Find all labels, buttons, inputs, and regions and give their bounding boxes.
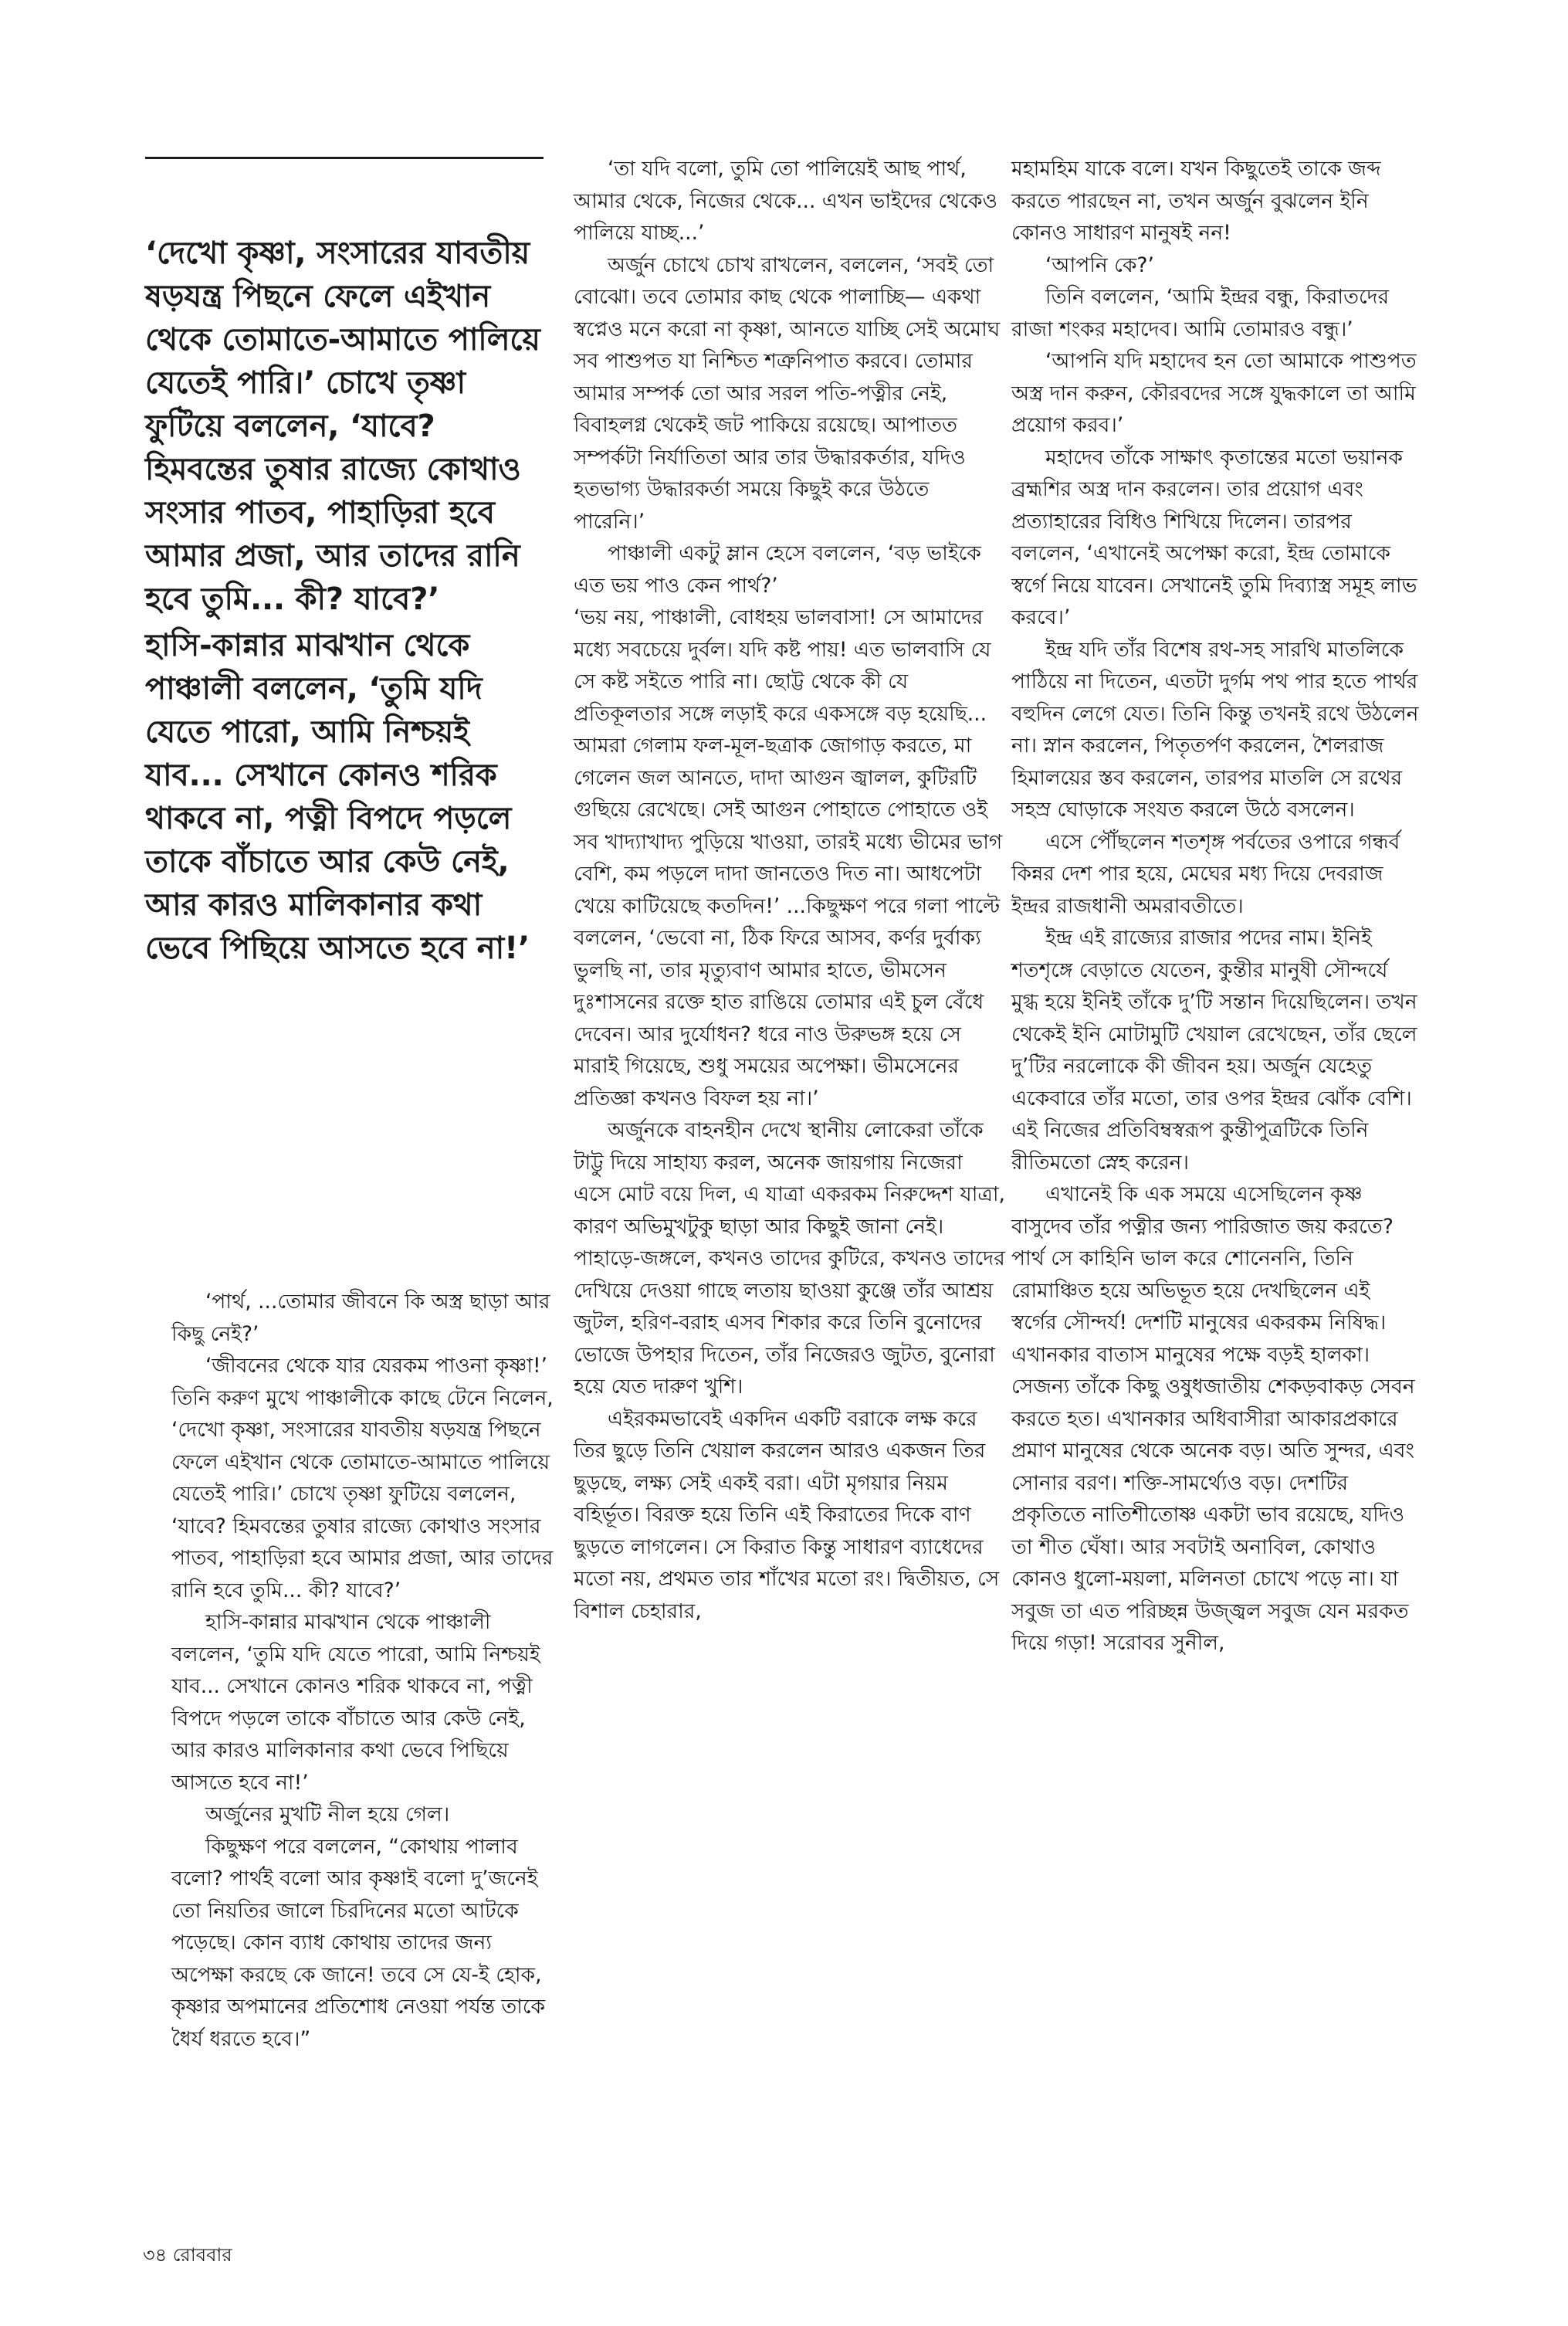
- paragraph: ‘ভয় নয়, পাঞ্চালী, বোধহয় ভালবাসা! সে আমাদের মধ্যে সবচেয়ে দুর্বল। যদি কষ্ট পায়! এত ভালবাসি যে সে কষ্ট সইতে পারি না। ছোট্ট থেকে কী যে প্রতিকূলতার সঙ্গে লড়াই করে একসঙ্গে বড় হয়েছি... আমরা গেলাম ফল-মূল-ছত্রাক জোগাড় করতে, মা গেলেন জল আনতে, দাদা আগুন জ্বালল, কুটিরটি গুছিয়ে রেখেছে। সেই আগুন পোহাতে পোহাতে ওই সব খাদ্যাখাদ্য পুড়িয়ে খাওয়া, তারই মধ্যে ভীমের ভাগ বেশি, কম পড়লে দাদা জানতেও দিত না। আধপেটা খেয়ে কাটিয়েছে কতদিন!’ ...কিছুক্ষণ পরে গলা পাল্টে বললেন, ‘ভেবো না, ঠিক ফিরে আসব, কর্ণর দুর্বাক্য ভুলছি না, তার মৃত্যুবাণ আমার হাতে, ভীমসেন দুঃশাসনের রক্তে হাত রাঙিয়ে তোমার এই চুল বেঁধে দেবেন। আর দুর্যোধন? ধরে নাও উরুভঙ্গ হয়ে সে মারাই গিয়েছে, শুধু সময়ের অপেক্ষা। ভীমসেনের প্রতিজ্ঞা কখনও বিফল হয় না।’: [574, 605, 1003, 1110]
- paragraph: ‘পার্থ, ...তোমার জীবনে কি অস্ত্র ছাড়া আর কিছু নেই?’: [171, 1290, 550, 1346]
- paragraph: ‘আপনি যদি মহাদেব হন তো আমাকে পাশুপত অস্ত্র দান করুন, কৌরবদের সঙ্গে যুদ্ধকালে তা আমি প্রয়োগ করব।’: [1011, 349, 1417, 437]
- paragraph: ‘আপনি কে?’: [1045, 253, 1154, 277]
- paragraph: অর্জুনের মুখটি নীল হয়ে গেল।: [205, 1802, 450, 1826]
- paragraph: ‘জীবনের থেকে যার যেরকম পাওনা কৃষ্ণা!’ তিনি করুণ মুখে পাঞ্চালীকে কাছে টেনে নিলেন, ‘দেখো কৃষ্ণা, সংসারের যাবতীয় ষড়যন্ত্র পিছনে ফেলে এইখান থেকে তোমাতে-আমাতে পালিয়ে যেতেই পারি।’ চোখে তৃষ্ণা ফুটিয়ে বললেন, ‘যাবে? হিমবন্তের তুষার রাজ্যে কোথাও সংসার পাতব, পাহাড়িরা হবে আমার প্রজা, আর তাদের রানি হবে তুমি... কী? যাবে?’: [171, 1354, 554, 1602]
- paragraph: মহামহিম যাকে বলে। যখন কিছুতেই তাকে জব্দ করতে পারছেন না, তখন অর্জুন বুঝলেন ইনি কোনও সাধারণ মানুষই নন!: [1011, 157, 1381, 245]
- paragraph: অর্জুন চোখে চোখ রাখলেন, বললেন, ‘সবই তো বোঝো। তবে তোমার কাছ থেকে পালাচ্ছি— একথা স্বপ্নেও মনে করো না কৃষ্ণা, আনতে যাচ্ছি সেই অমোঘ সব পাশুপত যা নিশ্চিত শত্রুনিপাত করবে। তোমার আমার সম্পর্ক তো আর সরল পতি-পত্নীর নেই, বিবাহলগ্ন থেকেই জট পাকিয়ে রয়েছে। আপাতত সম্পর্কটা নির্যাতিতা আর তার উদ্ধারকর্তার, যদিও হতভাগ্য উদ্ধারকর্তা সময়ে কিছুই করে উঠতে পারেনি।’: [574, 253, 1001, 534]
- paragraph: ইন্দ্র যদি তাঁর বিশেষ রথ-সহ সারথি মাতলিকে পাঠিয়ে না দিতেন, এতটা দুর্গম পথ পার হতে পার্থর বহুদিন লেগে যেত। তিনি কিন্তু তখনই রথে উঠলেন না। স্নান করলেন, পিতৃতর্পণ করলেন, শৈলরাজ হিমালয়ের স্তব করলেন, তারপর মাতলি সে রথের সহস্র ঘোড়াকে সংযত করলে উঠে বসলেন।: [1011, 637, 1419, 822]
- paragraph: অর্জুনকে বাহনহীন দেখে স্থানীয় লোকেরা তাঁকে টাট্টু দিয়ে সাহায্য করল, অনেক জায়গায় নিজেরা এসে মোট বয়ে দিল, এ যাত্রা একরকম নিরুদ্দেশ যাত্রা, কারণ অভিমুখটুকু ছাড়া আর কিছুই জানা নেই। পাহাড়ে-জঙ্গলে, কখনও তাদের কুটিরে, কখনও তাদের দেখিয়ে দেওয়া গাছে লতায় ছাওয়া কুঞ্জে তাঁর আশ্রয় জুটল, হরিণ-বরাহ এসব শিকার করে তিনি বুনোদের ভোজে উপহার দিতেন, তাঁর নিজেরও জুটত, বুনোরা হয়ে যেত দারুণ খুশি।: [574, 1118, 1005, 1399]
- paragraph: পাঞ্চালী একটু ম্লান হেসে বললেন, ‘বড় ভাইকে এত ভয় পাও কেন পার্থ?’: [574, 541, 981, 598]
- paragraph: এসে পৌঁছলেন শতশৃঙ্গ পর্বতের ওপারে গন্ধর্ব কিন্নর দেশ পার হয়ে, মেঘের মধ্য দিয়ে দেবরাজ ইন্দ্রর রাজধানী অমরাবতীতে।: [1011, 829, 1400, 918]
- paragraph: এইরকমভাবেই একদিন একটি বরাকে লক্ষ করে তির ছুড়ে তিনি খেয়াল করলেন আরও একজন তির ছুড়ছে, লক্ষ্য সেই একই বরা। এটা মৃগয়ার নিয়ম বহির্ভূত। বিরক্ত হয়ে তিনি এই কিরাতের দিকে বাণ ছুড়তে লাগলেন। সে কিরাত কিন্তু সাধারণ ব্যাধেদের মতো নয়, প্রথমত তার শাঁখের মতো রং। দ্বিতীয়ত, সে বিশাল চেহারার,: [574, 1406, 1000, 1623]
- pullquote-rule: [145, 157, 544, 159]
- text-column-1: [171, 1286, 560, 2055]
- paragraph: কিছুক্ষণ পরে বললেন, “কোথায় পালাব বলো? পার্থই বলো আর কৃষ্ণাই বলো দু’জনেই তো নিয়তির জালে চিরদিনের মতো আটকে পড়েছে। কোন ব্যাধ কোথায় তাদের জন্য অপেক্ষা করছে কে জানে! তবে সে যে-ই হোক, কৃষ্ণার অপমানের প্রতিশোধ নেওয়া পর্যন্ত তাকে ধৈর্য ধরতে হবে।”: [171, 1834, 546, 2051]
- paragraph: ইন্দ্র এই রাজ্যের রাজার পদের নাম। ইনিই শতশৃঙ্গে বেড়াতে যেতেন, কুন্তীর মানুষী সৌন্দর্যে মুগ্ধ হয়ে ইনিই তাঁকে দু’টি সন্তান দিয়েছিলেন। তখন থেকেই ইনি মোটামুটি খেয়াল রেখেছেন, তাঁর ছেলে দু’টির নরলোকে কী জীবন হয়। অর্জুন যেহেতু একেবারে তাঁর মতো, তার ওপর ইন্দ্রর ঝোঁক বেশি। এই নিজের প্রতিবিম্বস্বরূপ কুন্তীপুত্রটিকে তিনি রীতিমতো স্নেহ করেন।: [1011, 926, 1417, 1175]
- pull-quote-para-2: হাসি-কান্নার মাঝখান থেকে পাঞ্চালী বললেন, ‘তুমি যদি যেতে পারো, আমি নিশ্চয়ই যাব... সেখানে কোনও শরিক থাকবে না, পত্নী বিপদে পড়লে তাকে বাঁচাতে আর কেউ নেই, আর কারও মালিকানার কথা ভেবে পিছিয়ে আসতে হবে না!’: [145, 628, 530, 966]
- paragraph: ‘তা যদি বলো, তুমি তো পালিয়েই আছ পার্থ, আমার থেকে, নিজের থেকে... এখন ভাইদের থেকেও পালিয়ে যাচ্ছ...’: [574, 157, 998, 245]
- paragraph: তিনি বললেন, ‘আমি ইন্দ্রর বন্ধু, কিরাতদের রাজা শংকর মহাদেব। আমি তোমারও বন্ধু।’: [1011, 285, 1390, 341]
- text-column-2: [574, 153, 1006, 1627]
- paragraph: হাসি-কান্নার মাঝখান থেকে পাঞ্চালী বললেন, ‘তুমি যদি যেতে পারো, আমি নিশ্চয়ই যাব... সেখানে কোনও শরিক থাকবে না, পত্নী বিপদে পড়লে তাকে বাঁচাতে আর কেউ নেই, আর কারও মালিকানার কথা ভেবে পিছিয়ে আসতে হবে না!’: [171, 1610, 540, 1795]
- paragraph: মহাদেব তাঁকে সাক্ষাৎ কৃতান্তের মতো ভয়ানক ব্রহ্মশির অস্ত্র দান করলেন। তার প্রয়োগ এবং প্রত্যাহারের বিধিও শিখিয়ে দিলেন। তারপর বললেন, ‘এখানেই অপেক্ষা করো, ইন্দ্র তোমাকে স্বর্গে নিয়ে যাবেন। সেখানেই তুমি দিব্যাস্ত্র সমূহ লাভ করবে।’: [1011, 445, 1417, 629]
- page-folio: ৩৪ রোববার: [143, 2244, 232, 2266]
- pull-quote-para-1: ‘দেখো কৃষ্ণা, সংসারের যাবতীয় ষড়যন্ত্র পিছনে ফেলে এইখান থেকে তোমাতে-আমাতে পালিয়ে যেতেই পারি।’ চোখে তৃষ্ণা ফুটিয়ে বললেন, ‘যাবে? হিমবন্তের তুষার রাজ্যে কোথাও সংসার পাতব, পাহাড়িরা হবে আমার প্রজা, আর তাদের রানি হবে তুমি... কী? যাবে?’: [145, 236, 540, 617]
- pull-quote: [145, 232, 547, 973]
- paragraph: এখানেই কি এক সময়ে এসেছিলেন কৃষ্ণ বাসুদেব তাঁর পত্নীর জন্য পারিজাত জয় করতে? পার্থ সে কাহিনি ভাল করে শোনেননি, তিনি রোমাঞ্চিত হয়ে অভিভূত হয়ে দেখছিলেন এই স্বর্গের সৌন্দর্য! দেশটি মানুষের একরকম নিষিদ্ধ। এখানকার বাতাস মানুষের পক্ষে বড়ই হালকা। সেজন্য তাঁকে কিছু ওষুধজাতীয় শেকড়বাকড় সেবন করতে হত। এখানকার অধিবাসীরা আকারপ্রকারে প্রমাণ মানুষের থেকে অনেক বড়। অতি সুন্দর, এবং সোনার বরণ। শক্তি-সামর্থ্যেও বড়। দেশটির প্রকৃতিতে নাতিশীতোষ্ণ একটা ভাব রয়েছে, যদিও তা শীত ঘেঁষা। আর সবটাই অনাবিল, কোথাও কোনও ধুলো-ময়লা, মলিনতা চোখে পড়ে না। যা সবুজ তা এত পরিচ্ছন্ন উজ্জ্বল সবুজ যেন মরকত দিয়ে গড়া! সরোবর সুনীল,: [1011, 1182, 1415, 1655]
- text-column-3: [1011, 153, 1421, 1660]
